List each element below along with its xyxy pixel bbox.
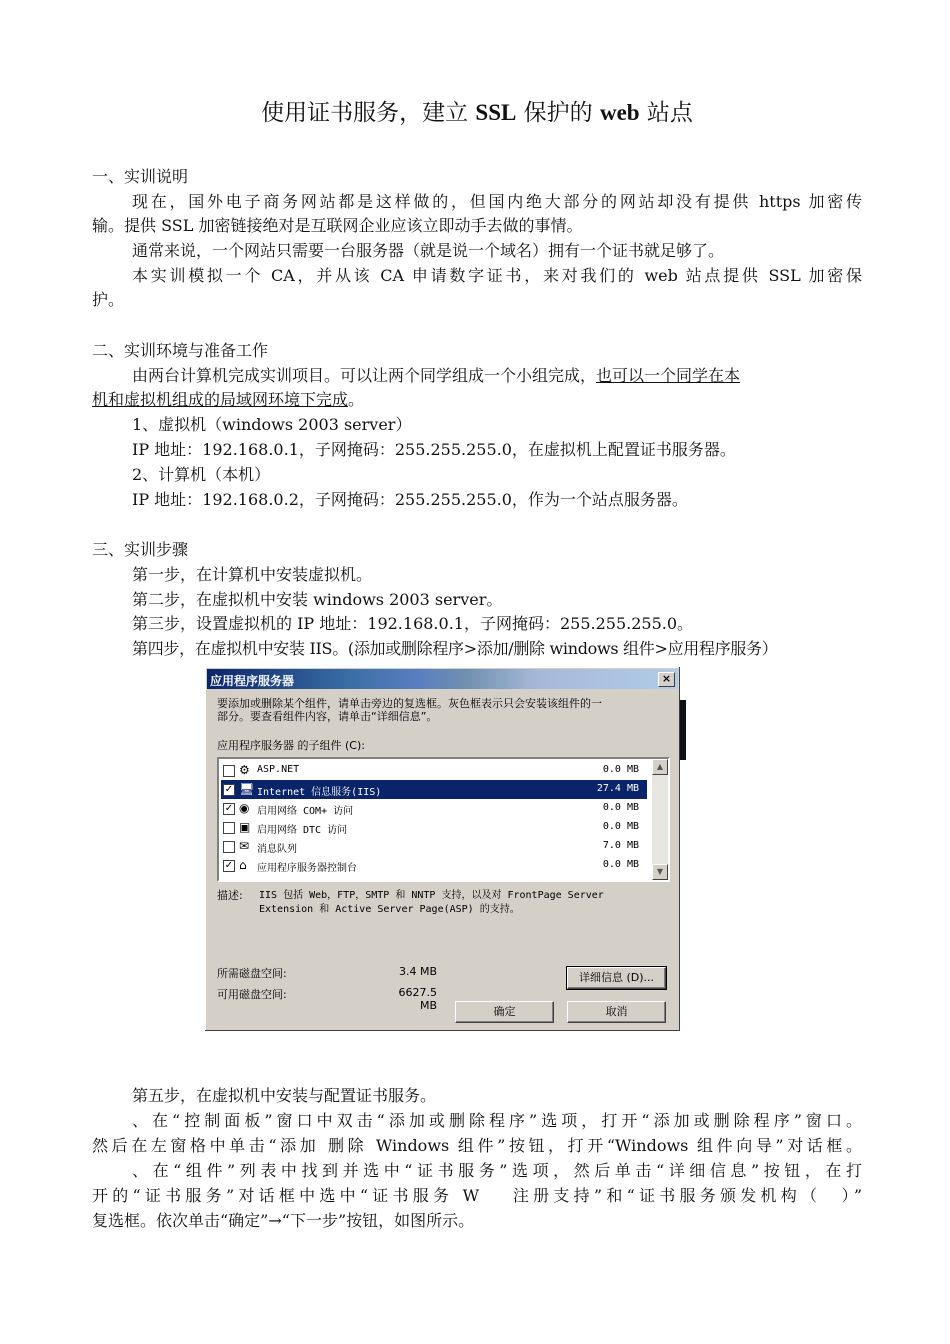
description-key: 描述:: [217, 889, 243, 902]
checkbox[interactable]: [223, 841, 235, 853]
details-button[interactable]: 详细信息 (D)...: [567, 967, 666, 989]
section-heading: 三、实训步骤: [92, 540, 189, 559]
section-heading: 一、实训说明: [92, 167, 189, 186]
paragraph-line: 通常来说，一个网站只需要一台服务器（就是说一个域名）拥有一个证书就足够了。: [132, 241, 725, 260]
paragraph-line: 现在，国外电子商务网站都是这样做的，但国内绝大部分的网站却没有提供 https 加密传: [132, 192, 862, 211]
aspnet-icon: ⚙: [239, 763, 250, 777]
paragraph-line: 输。提供 SSL 加密链接绝对是互联网企业应该立即动手去做的事情。: [92, 216, 583, 235]
dialog-title: 应用程序服务器: [210, 674, 295, 688]
scrollbar[interactable]: [652, 759, 668, 880]
paragraph-line: 、在“控制面板”窗口中双击“添加或删除程序”选项，打开“添加或删除程序”窗口。: [132, 1111, 862, 1130]
list-item[interactable]: ✓ ⌂ 应用程序服务器控制台 0.0 MB: [224, 858, 639, 874]
dialog-description: 要添加或删除某个组件，请单击旁边的复选框。灰色框表示只会安装该组件的一 部分。要查看组件内容，请单击“详细信息”。: [217, 697, 602, 723]
checkbox[interactable]: [223, 822, 235, 834]
dtc-icon: ▣: [239, 820, 251, 834]
list-item[interactable]: ✉ 消息队列 7.0 MB: [221, 837, 647, 856]
available-space-label: 可用磁盘空间:: [217, 988, 287, 1001]
paragraph-line: 复选框。依次单击“确定”→“下一步”按钮，如图所示。: [92, 1211, 475, 1230]
list-item: 2、计算机（本机）: [132, 465, 271, 484]
step-line: 第四步，在虚拟机中安装 IIS。(添加或删除程序>添加/删除 windows 组件>应用程序服务）: [132, 639, 778, 658]
step-line: 第三步，设置虚拟机的 IP 地址：192.168.0.1，子网掩码：255.255.255.0。: [132, 614, 694, 633]
checkbox[interactable]: ✓: [224, 860, 234, 871]
required-space-label: 所需磁盘空间:: [217, 967, 287, 980]
required-space-value: 3.4 MB: [398, 965, 437, 978]
com-icon: ◉: [239, 801, 250, 815]
list-item[interactable]: ⚙ ASP.NET 0.0 MB: [221, 761, 647, 780]
list-item[interactable]: ✓ 🖥 Internet 信息服务(IIS) 27.4 MB: [221, 780, 647, 799]
checkbox[interactable]: [223, 765, 235, 777]
scroll-down-icon[interactable]: ▼: [652, 864, 668, 880]
underlined-text: 也可以一个同学在本: [596, 366, 741, 385]
available-space-value: 6627.5 MB: [398, 986, 437, 1012]
subcomponents-label: 应用程序服务器 的子组件 (C):: [217, 739, 365, 752]
list-item[interactable]: ▣ 启用网络 DTC 访问 0.0 MB: [221, 818, 647, 837]
paragraph-line: 本实训模拟一个 CA，并从该 CA 申请数字证书，来对我们的 web 站点提供 SSL 加密保: [132, 266, 862, 285]
close-icon[interactable]: ×: [658, 672, 675, 687]
mail-icon: ✉: [239, 839, 250, 853]
step-line: 第五步，在虚拟机中安装与配置证书服务。: [132, 1086, 437, 1105]
paragraph-line: 开的“证书服务”对话框中选中“证书服务 W 注册支持”和“证书服务颁发机构（ ）”: [92, 1186, 862, 1205]
checkbox[interactable]: ✓: [224, 784, 234, 795]
list-item: IP 地址：192.168.0.1，子网掩码：255.255.255.0，在虚拟机上配置证书服务器。: [132, 440, 736, 459]
paragraph-line: 、在“组件”列表中找到并选中“证书服务”选项，然后单击“详细信息”按钮，在打: [132, 1161, 862, 1180]
iis-icon: 🖥: [239, 782, 255, 796]
list-item: IP 地址：192.168.0.2，子网掩码：255.255.255.0，作为一个站点服务器。: [132, 490, 688, 509]
step-line: 第二步，在虚拟机中安装 windows 2003 server。: [132, 590, 503, 609]
list-item: 1、虚拟机（windows 2003 server）: [132, 415, 412, 434]
paragraph-line: 护。: [92, 290, 125, 309]
section-heading: 二、实训环境与准备工作: [92, 341, 269, 360]
paragraph-line: 由两台计算机完成实训项目。可以让两个同学组成一个小组完成，也可以一个同学在本: [132, 366, 741, 385]
description-value: IIS 包括 Web，FTP，SMTP 和 NNTP 支持，以及对 FrontPage Server Extension 和 Active Server Page(ASP) 的支持。: [259, 890, 604, 915]
ok-button[interactable]: 确定: [455, 1001, 554, 1023]
components-list[interactable]: [217, 757, 670, 882]
scroll-up-icon[interactable]: ▲: [652, 759, 668, 775]
checkbox[interactable]: ✓: [224, 803, 234, 814]
step-line: 第一步，在计算机中安装虚拟机。: [132, 565, 373, 584]
page-title: 使用证书服务，建立 SSL 保护的 web 站点: [261, 100, 693, 126]
screenshot-edge-fragment: [680, 700, 686, 760]
list-item[interactable]: ✓ ◉ 启用网络 COM+ 访问 0.0 MB: [224, 801, 639, 817]
paragraph-line: 然后在左窗格中单击“添加 删除 Windows 组件”按钮，打开“Windows 组件向导”对话框。: [92, 1136, 862, 1155]
console-icon: ⌂: [239, 858, 247, 872]
underlined-text: 机和虚拟机组成的局域网环境下完成: [92, 390, 349, 409]
paragraph-line: 机和虚拟机组成的局域网环境下完成。: [92, 390, 365, 409]
app-server-dialog: [205, 667, 680, 1031]
dialog-titlebar[interactable]: [207, 669, 678, 689]
cancel-button[interactable]: 取消: [567, 1001, 666, 1023]
